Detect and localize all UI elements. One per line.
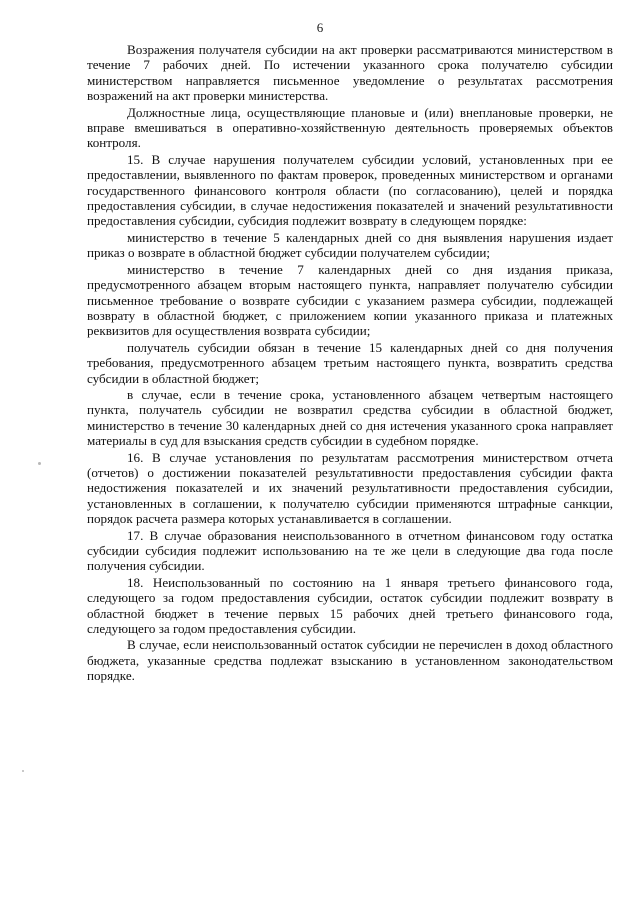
paragraph-item-18-collection: В случае, если неиспользованный остаток субсидии не перечислен в доход областного бюджета, указанные средства подлежат взысканию в установленном законодательством порядке. [87, 637, 613, 684]
page-number: 6 [316, 20, 324, 35]
paragraph-item-15-step-1: министерство в течение 5 календарных дней со дня выявления нарушения издает приказ о возврате в областной бюджет субсидии получателем субсидии; [87, 229, 613, 261]
paragraph-officials: Должностные лица, осуществляющие плановые и (или) внеплановые проверки, не вправе вмешиваться в оперативно-хозяйственную деятельность проверяемых объектов контроля. [87, 104, 613, 151]
paragraph-item-15-step-2: министерство в течение 7 календарных дней со дня издания приказа, предусмотренного абзацем вторым настоящего пункта, направляет получателю субсидии письменное требование о возврате субсидии с указанием размера субсидии, подлежащей возврату в областной бюджет, с приложением копии указанного приказа и платежных реквизитов для осуществления возврата субсидии; [87, 261, 613, 339]
paragraph-item-15-step-3: получатель субсидии обязан в течение 15 календарных дней со дня получения требования, предусмотренного абзацем третьим настоящего пункта, возвратить средства субсидии в областной бюджет; [87, 339, 613, 386]
paragraph-item-16: 16. В случае установления по результатам рассмотрения министерством отчета (отчетов) о достижении показателей результативности предоставления субсидии факта недостижения показателей и их значений результативности предоставления субсидии, установленных в соглашении, к получателю субсидии применяются штрафные санкции, порядок расчета размера которых устанавливается в соглашении. [87, 449, 613, 527]
paragraph-item-15-step-4: в случае, если в течение срока, установленного абзацем четвертым настоящего пункта, получатель субсидии не возвратил средства субсидии в областной бюджет, министерство в течение 30 календарных дней со дня истечения указанного срока направляет материалы в суд для взыскания средств субсидии в судебном порядке. [87, 386, 613, 449]
paragraph-item-15: 15. В случае нарушения получателем субсидии условий, установленных при ее предоставлении, выявленного по фактам проверок, проведенных министерством и органами государственного финансового контроля области (по согласованию), целей и порядка предоставления субсидии, в случае недостижения показателей и значений результативности предоставления субсидии, субсидия подлежит возврату в следующем порядке: [87, 151, 613, 229]
document-body [87, 42, 613, 685]
scan-dot [22, 770, 24, 772]
paragraph-item-18: 18. Неиспользованный по состоянию на 1 января третьего финансового года, следующего за годом предоставления субсидии, остаток субсидии подлежит возврату в областной бюджет в течение первых 15 рабочих дней третьего финансового года, следующего за годом предоставления субсидии. [87, 574, 613, 637]
paragraph-item-17: 17. В случае образования неиспользованного в отчетном финансовом году остатка субсидии субсидия подлежит использованию на те же цели в следующие два года после получения субсидии. [87, 527, 613, 574]
scan-dot [38, 462, 41, 465]
paragraph-objections: Возражения получателя субсидии на акт проверки рассматриваются министерством в течение 7 рабочих дней. По истечении указанного срока получателю субсидии министерством направляется письменное уведомление о результатах рассмотрения возражений на акт проверки министерства. [87, 42, 613, 104]
